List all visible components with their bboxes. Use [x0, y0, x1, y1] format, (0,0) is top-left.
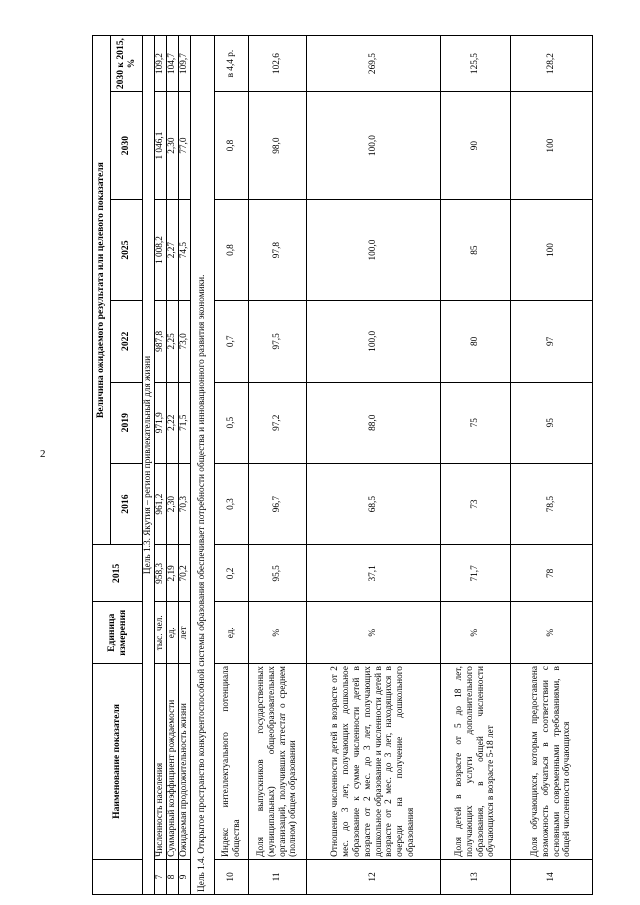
row-value: 97,2	[249, 382, 307, 463]
row-value: 78	[511, 545, 593, 602]
row-value: 97,5	[249, 301, 307, 382]
header-group: Величина ожидаемого результата или целевого показателя	[93, 36, 111, 545]
row-value: 2,27	[167, 199, 179, 300]
goal-row: Цель 1.4. Открытое пространство конкурентоспособной системы образования обеспечивает потребности общества и инновационного развития экономики.	[191, 36, 215, 895]
row-value: 987,8	[155, 301, 167, 382]
row-value: 109,2	[155, 36, 167, 92]
header-year: 2019	[111, 382, 143, 463]
goal-row: Цель 1.3. Якутия – регион привлекательный для жизни	[143, 36, 155, 895]
row-value: 971,9	[155, 382, 167, 463]
row-value: 80	[441, 301, 511, 382]
row-value: 98,0	[249, 92, 307, 200]
row-name: Численность населения	[155, 664, 167, 860]
row-value: 109,7	[179, 36, 191, 92]
row-value: 85	[441, 199, 511, 300]
row-value: 96,7	[249, 463, 307, 544]
row-value: 75	[441, 382, 511, 463]
row-name: Суммарный коэффициент рождаемости	[167, 664, 179, 860]
row-value: 90	[441, 92, 511, 200]
table-row	[179, 36, 191, 895]
table-row	[155, 36, 167, 895]
table-body	[143, 36, 593, 895]
row-name: Доля обучающихся, которым предоставлена возможность обучаться в соответствии с основными современными требованиями, в общей численности обучающихся	[511, 664, 593, 860]
row-value: 2,30	[167, 92, 179, 200]
row-name: Доля детей в возрасте от 5 до 18 лет, получающих услуги дополнительного образования, в общей численности обучающихся в возрасте 5-18 лет	[441, 664, 511, 860]
row-value: 0,5	[215, 382, 249, 463]
row-value: 0,7	[215, 301, 249, 382]
row-value: 70,2	[179, 545, 191, 602]
row-value: 97,8	[249, 199, 307, 300]
row-value: 100,0	[307, 301, 441, 382]
table-row	[307, 36, 441, 895]
row-value: 71,5	[179, 382, 191, 463]
page-number: 2	[40, 448, 46, 460]
row-unit: %	[249, 602, 307, 664]
header-year: 2016	[111, 463, 143, 544]
row-value: 70,3	[179, 463, 191, 544]
row-value: 1 046,1	[155, 92, 167, 200]
row-value: 77,0	[179, 92, 191, 200]
row-value: 2,19	[167, 545, 179, 602]
row-value: 95	[511, 382, 593, 463]
row-value: 100,0	[307, 199, 441, 300]
row-num: 10	[215, 859, 249, 894]
row-name: Отношение численности детей в возрасте от 2 мес. до 3 лет, получающих дошкольное образование к сумме численности детей в возрасте от 2 мес. до 3 лет, получающих дошкольное образование и численности детей в возрасте от 2 мес. до 3 лет, находящихся в очереди на получение дошкольного образования	[307, 664, 441, 860]
row-num: 12	[307, 859, 441, 894]
table-row	[167, 36, 179, 895]
table-row	[249, 36, 307, 895]
row-value: 37,1	[307, 545, 441, 602]
row-value: 125,5	[441, 36, 511, 92]
row-value: 104,7	[167, 36, 179, 92]
row-value: 128,2	[511, 36, 593, 92]
row-value: 0,2	[215, 545, 249, 602]
row-value: 0,3	[215, 463, 249, 544]
row-value: 958,3	[155, 545, 167, 602]
row-unit: тыс. чел.	[155, 602, 167, 664]
row-unit: ед.	[215, 602, 249, 664]
row-value: 102,6	[249, 36, 307, 92]
row-value: 68,5	[307, 463, 441, 544]
header-base-year: 2015	[93, 545, 143, 602]
header-ratio: 2030 к 2015, %	[111, 36, 143, 92]
header-name: Наименование показателя	[93, 664, 143, 860]
row-value: 71,7	[441, 545, 511, 602]
row-num: 11	[249, 859, 307, 894]
row-value: 100	[511, 92, 593, 200]
table-row	[441, 36, 511, 895]
header-unit: Единица измерения	[93, 602, 143, 664]
row-value: 269,5	[307, 36, 441, 92]
row-name: Ожидаемая продолжительность жизни	[179, 664, 191, 860]
row-num: 7	[155, 859, 167, 894]
row-num: 8	[167, 859, 179, 894]
row-value: 0,8	[215, 92, 249, 200]
row-value: 100,0	[307, 92, 441, 200]
row-num: 13	[441, 859, 511, 894]
row-value: 97	[511, 301, 593, 382]
row-value: 78,5	[511, 463, 593, 544]
row-value: 73	[441, 463, 511, 544]
header-year: 2022	[111, 301, 143, 382]
row-unit: %	[511, 602, 593, 664]
row-unit: %	[307, 602, 441, 664]
row-name: Доля выпускников государственных (муниципальных) общеобразовательных организаций, получивших аттестат о среднем (полном) общем образовании	[249, 664, 307, 860]
row-unit: лет	[179, 602, 191, 664]
indicators-table	[92, 35, 593, 895]
row-value: в 4,4 р.	[215, 36, 249, 92]
row-value: 1 008,2	[155, 199, 167, 300]
row-value: 2,30	[167, 463, 179, 544]
row-value: 100	[511, 199, 593, 300]
header-year: 2025	[111, 199, 143, 300]
row-unit: %	[441, 602, 511, 664]
row-value: 961,2	[155, 463, 167, 544]
table-row	[215, 36, 249, 895]
row-value: 88,0	[307, 382, 441, 463]
row-value: 95,5	[249, 545, 307, 602]
row-num: 9	[179, 859, 191, 894]
table-row	[511, 36, 593, 895]
row-value: 2,25	[167, 301, 179, 382]
table-header	[93, 36, 143, 895]
row-value: 74,5	[179, 199, 191, 300]
row-num: 14	[511, 859, 593, 894]
row-name: Индекс интеллектуального потенциала общества	[215, 664, 249, 860]
header-num	[93, 859, 143, 894]
row-value: 2,22	[167, 382, 179, 463]
row-unit: ед.	[167, 602, 179, 664]
header-year: 2030	[111, 92, 143, 200]
row-value: 0,8	[215, 199, 249, 300]
row-value: 73,0	[179, 301, 191, 382]
